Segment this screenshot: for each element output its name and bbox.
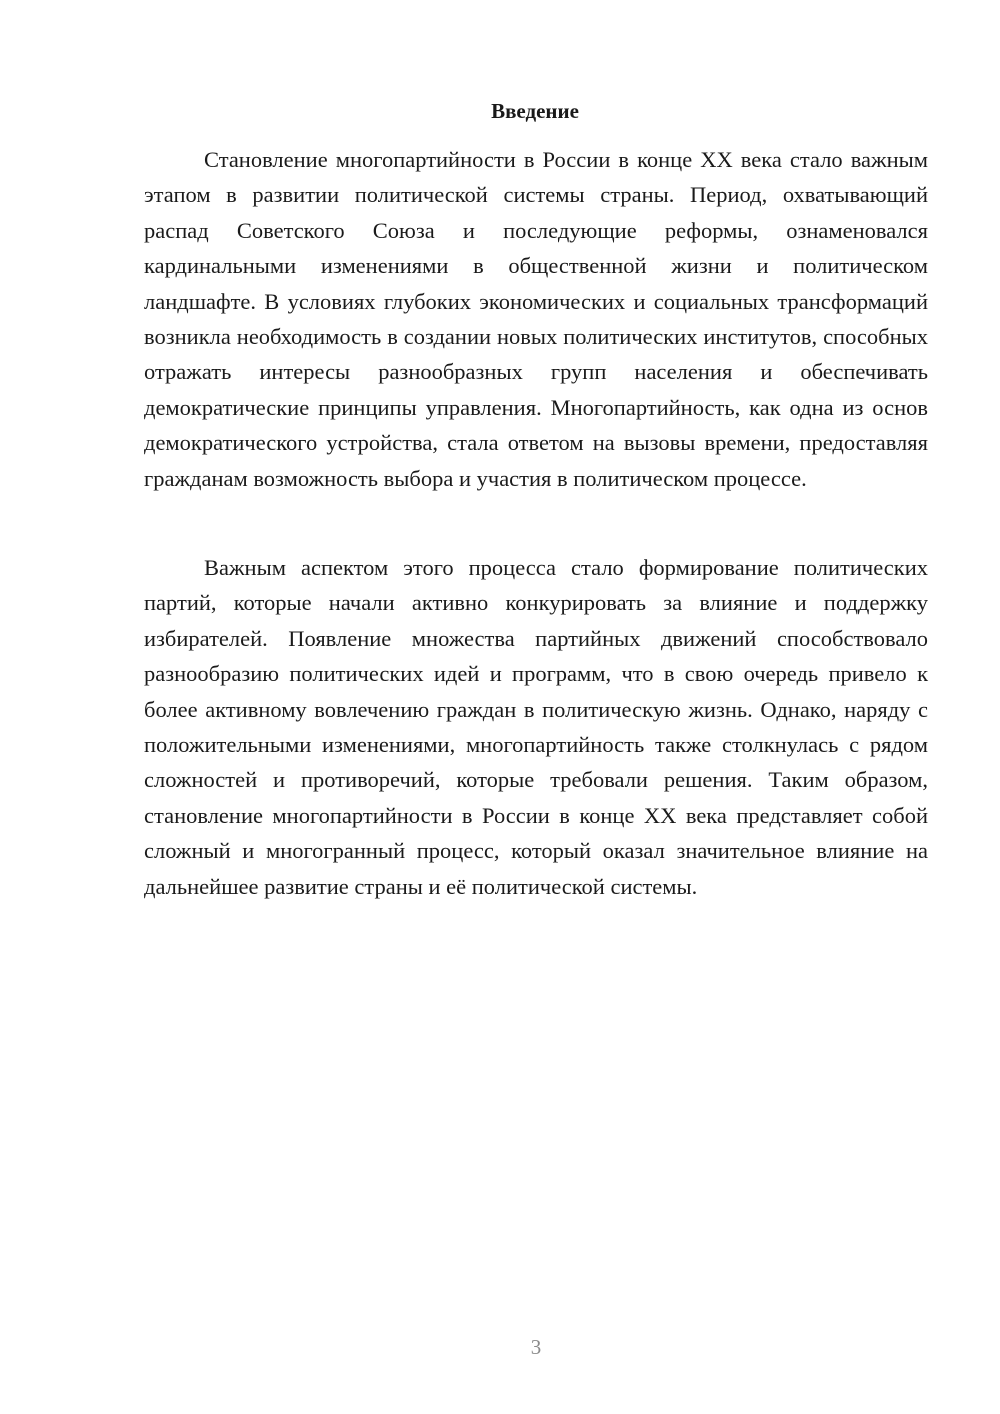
page-number: 3 bbox=[530, 1335, 542, 1359]
paragraph-1: Становление многопартийности в России в конце XX века стало важным этапом в развитии политической системы страны. Период, охватывающий распад Советского Союза и последующие реформы, ознаменовался кардинальными изменениями в общественной жизни и политическом ландшафте. В условиях глубоких экономических и социальных трансформаций возникла необходимость в создании новых политических институтов, способных отражать интересы разнообразных групп населения и обеспечивать демократические принципы управления. Многопартийность, как одна из основ демократического устройства, стала ответом на вызовы времени, предоставляя гражданам возможность выбора и участия в политическом процессе. bbox=[144, 147, 928, 491]
paragraph-2: Важным аспектом этого процесса стало формирование политических партий, которые начали активно конкурировать за влияние и поддержку избирателей. Появление множества партийных движений способствовало разнообразию политических идей и программ, что в свою очередь привело к более активному вовлечению граждан в политическую жизнь. Однако, наряду с положительными изменениями, многопартийность также столкнулась с рядом сложностей и противоречий, которые требовали решения. Таким образом, становление многопартийности в России в конце XX века представляет собой сложный и многогранный процесс, который оказал значительное влияние на дальнейшее развитие страны и её политической системы. bbox=[144, 555, 928, 899]
section-title: Введение bbox=[491, 99, 579, 123]
